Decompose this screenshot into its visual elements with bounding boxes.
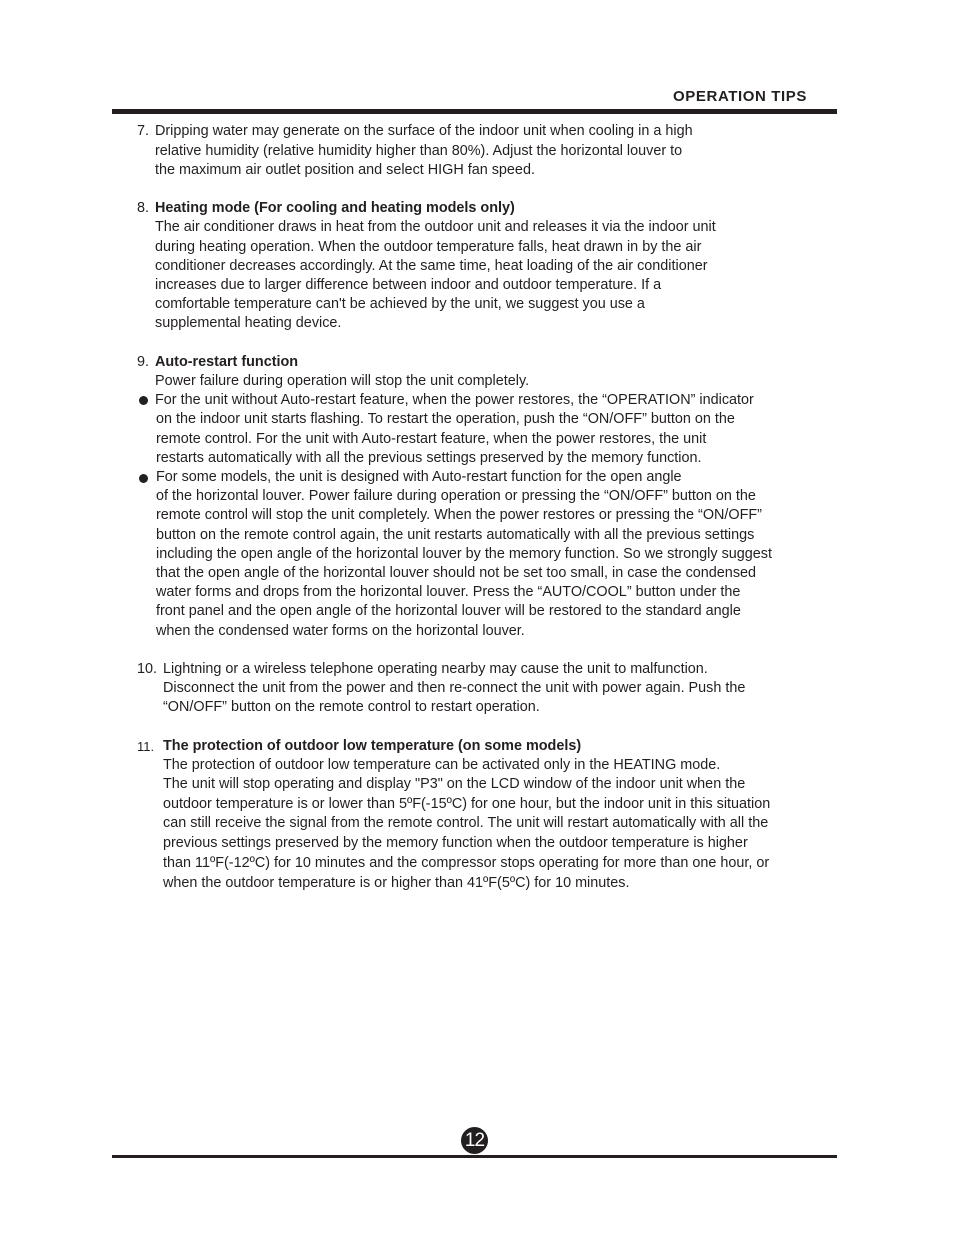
item-9-bullet-2-line: when the condensed water forms on the horizontal louver.	[156, 623, 525, 639]
item-8-number: 8.	[137, 200, 150, 216]
item-9-bullet-1-line: remote control. For the unit with Auto-restart feature, when the power restores, the unit	[156, 431, 707, 447]
section-title: OPERATION TIPS	[673, 88, 807, 105]
item-11-line: outdoor temperature is or lower than 5ºF(-15ºC) for one hour, but the indoor unit in this situation	[163, 796, 771, 812]
bullet-icon	[139, 396, 148, 405]
bullet-icon	[139, 474, 148, 483]
item-9-bullet-2-line: button on the remote control again, the unit restarts automatically with all the previous settings	[156, 527, 755, 543]
item-9-intro: Power failure during operation will stop the unit completely.	[155, 373, 530, 389]
item-11-line: can still receive the signal from the remote control. The unit will restart automatically with all the	[163, 815, 769, 831]
item-8-line: The air conditioner draws in heat from the outdoor unit and releases it via the indoor unit	[155, 219, 716, 235]
item-8-line: increases due to larger difference between indoor and outdoor temperature. If a	[155, 277, 662, 293]
item-9-heading: Auto-restart function	[155, 354, 299, 370]
item-9-bullet-2-line: For some models, the unit is designed with Auto-restart function for the open angle	[156, 469, 682, 485]
item-11-line: The unit will stop operating and display "P3" on the LCD window of the indoor unit when the	[163, 776, 746, 792]
page-number: 12	[461, 1127, 488, 1154]
item-9-bullet-1-line: restarts automatically with all the previous settings preserved by the memory function.	[156, 450, 702, 466]
item-7-number: 7.	[137, 123, 150, 139]
item-7-line: relative humidity (relative humidity higher than 80%). Adjust the horizontal louver to	[155, 143, 683, 159]
item-9-bullet-1-line: For the unit without Auto-restart feature, when the power restores, the “OPERATION” indicator	[155, 392, 754, 408]
item-7-line: the maximum air outlet position and select HIGH fan speed.	[155, 162, 535, 178]
item-9-bullet-2-line: front panel and the open angle of the horizontal louver will be restored to the standard angle	[156, 603, 741, 619]
item-10-line: “ON/OFF” button on the remote control to restart operation.	[163, 699, 540, 715]
item-11-line: than 11ºF(-12ºC) for 10 minutes and the compressor stops operating for more than one hour, or	[163, 855, 770, 871]
item-11-line: The protection of outdoor low temperature can be activated only in the HEATING mode.	[163, 757, 721, 773]
item-8-line: during heating operation. When the outdoor temperature falls, heat drawn in by the air	[155, 239, 702, 255]
item-7-line: Dripping water may generate on the surface of the indoor unit when cooling in a high	[155, 123, 693, 139]
item-8-line: conditioner decreases accordingly. At the same time, heat loading of the air conditioner	[155, 258, 708, 274]
item-11-number: 11.	[137, 739, 155, 754]
item-8-line: supplemental heating device.	[155, 315, 342, 331]
item-9-bullet-2-line: water forms and drops from the horizontal louver. Press the “AUTO/COOL” button under the	[156, 584, 741, 600]
item-9-bullet-2-line: that the open angle of the horizontal louver should not be set too small, in case the condensed	[156, 565, 757, 581]
footer-rule	[112, 1155, 837, 1158]
item-9-bullet-2-line: remote control will stop the unit completely. When the power restores or pressing the “ON/OFF”	[156, 507, 762, 523]
item-8-heading: Heating mode (For cooling and heating models only)	[155, 200, 515, 216]
header-rule	[112, 109, 837, 114]
item-8-line: comfortable temperature can't be achieved by the unit, we suggest you use a	[155, 296, 645, 312]
item-10-line: Lightning or a wireless telephone operating nearby may cause the unit to malfunction.	[163, 661, 708, 677]
item-11-line: previous settings preserved by the memory function when the outdoor temperature is higher	[163, 835, 748, 851]
item-11-line: when the outdoor temperature is or higher than 41ºF(5ºC) for 10 minutes.	[163, 875, 630, 891]
item-9-number: 9.	[137, 354, 150, 370]
item-9-bullet-1-line: on the indoor unit starts flashing. To restart the operation, push the “ON/OFF” button on the	[156, 411, 735, 427]
item-11-heading: The protection of outdoor low temperature (on some models)	[163, 738, 582, 754]
item-9-bullet-2-line: including the open angle of the horizontal louver by the memory function. So we strongly suggest	[156, 546, 772, 562]
item-10-line: Disconnect the unit from the power and then re-connect the unit with power again. Push the	[163, 680, 746, 696]
item-9-bullet-2-line: of the horizontal louver. Power failure during operation or pressing the “ON/OFF” button on the	[156, 488, 756, 504]
item-10-number: 10.	[137, 661, 158, 677]
